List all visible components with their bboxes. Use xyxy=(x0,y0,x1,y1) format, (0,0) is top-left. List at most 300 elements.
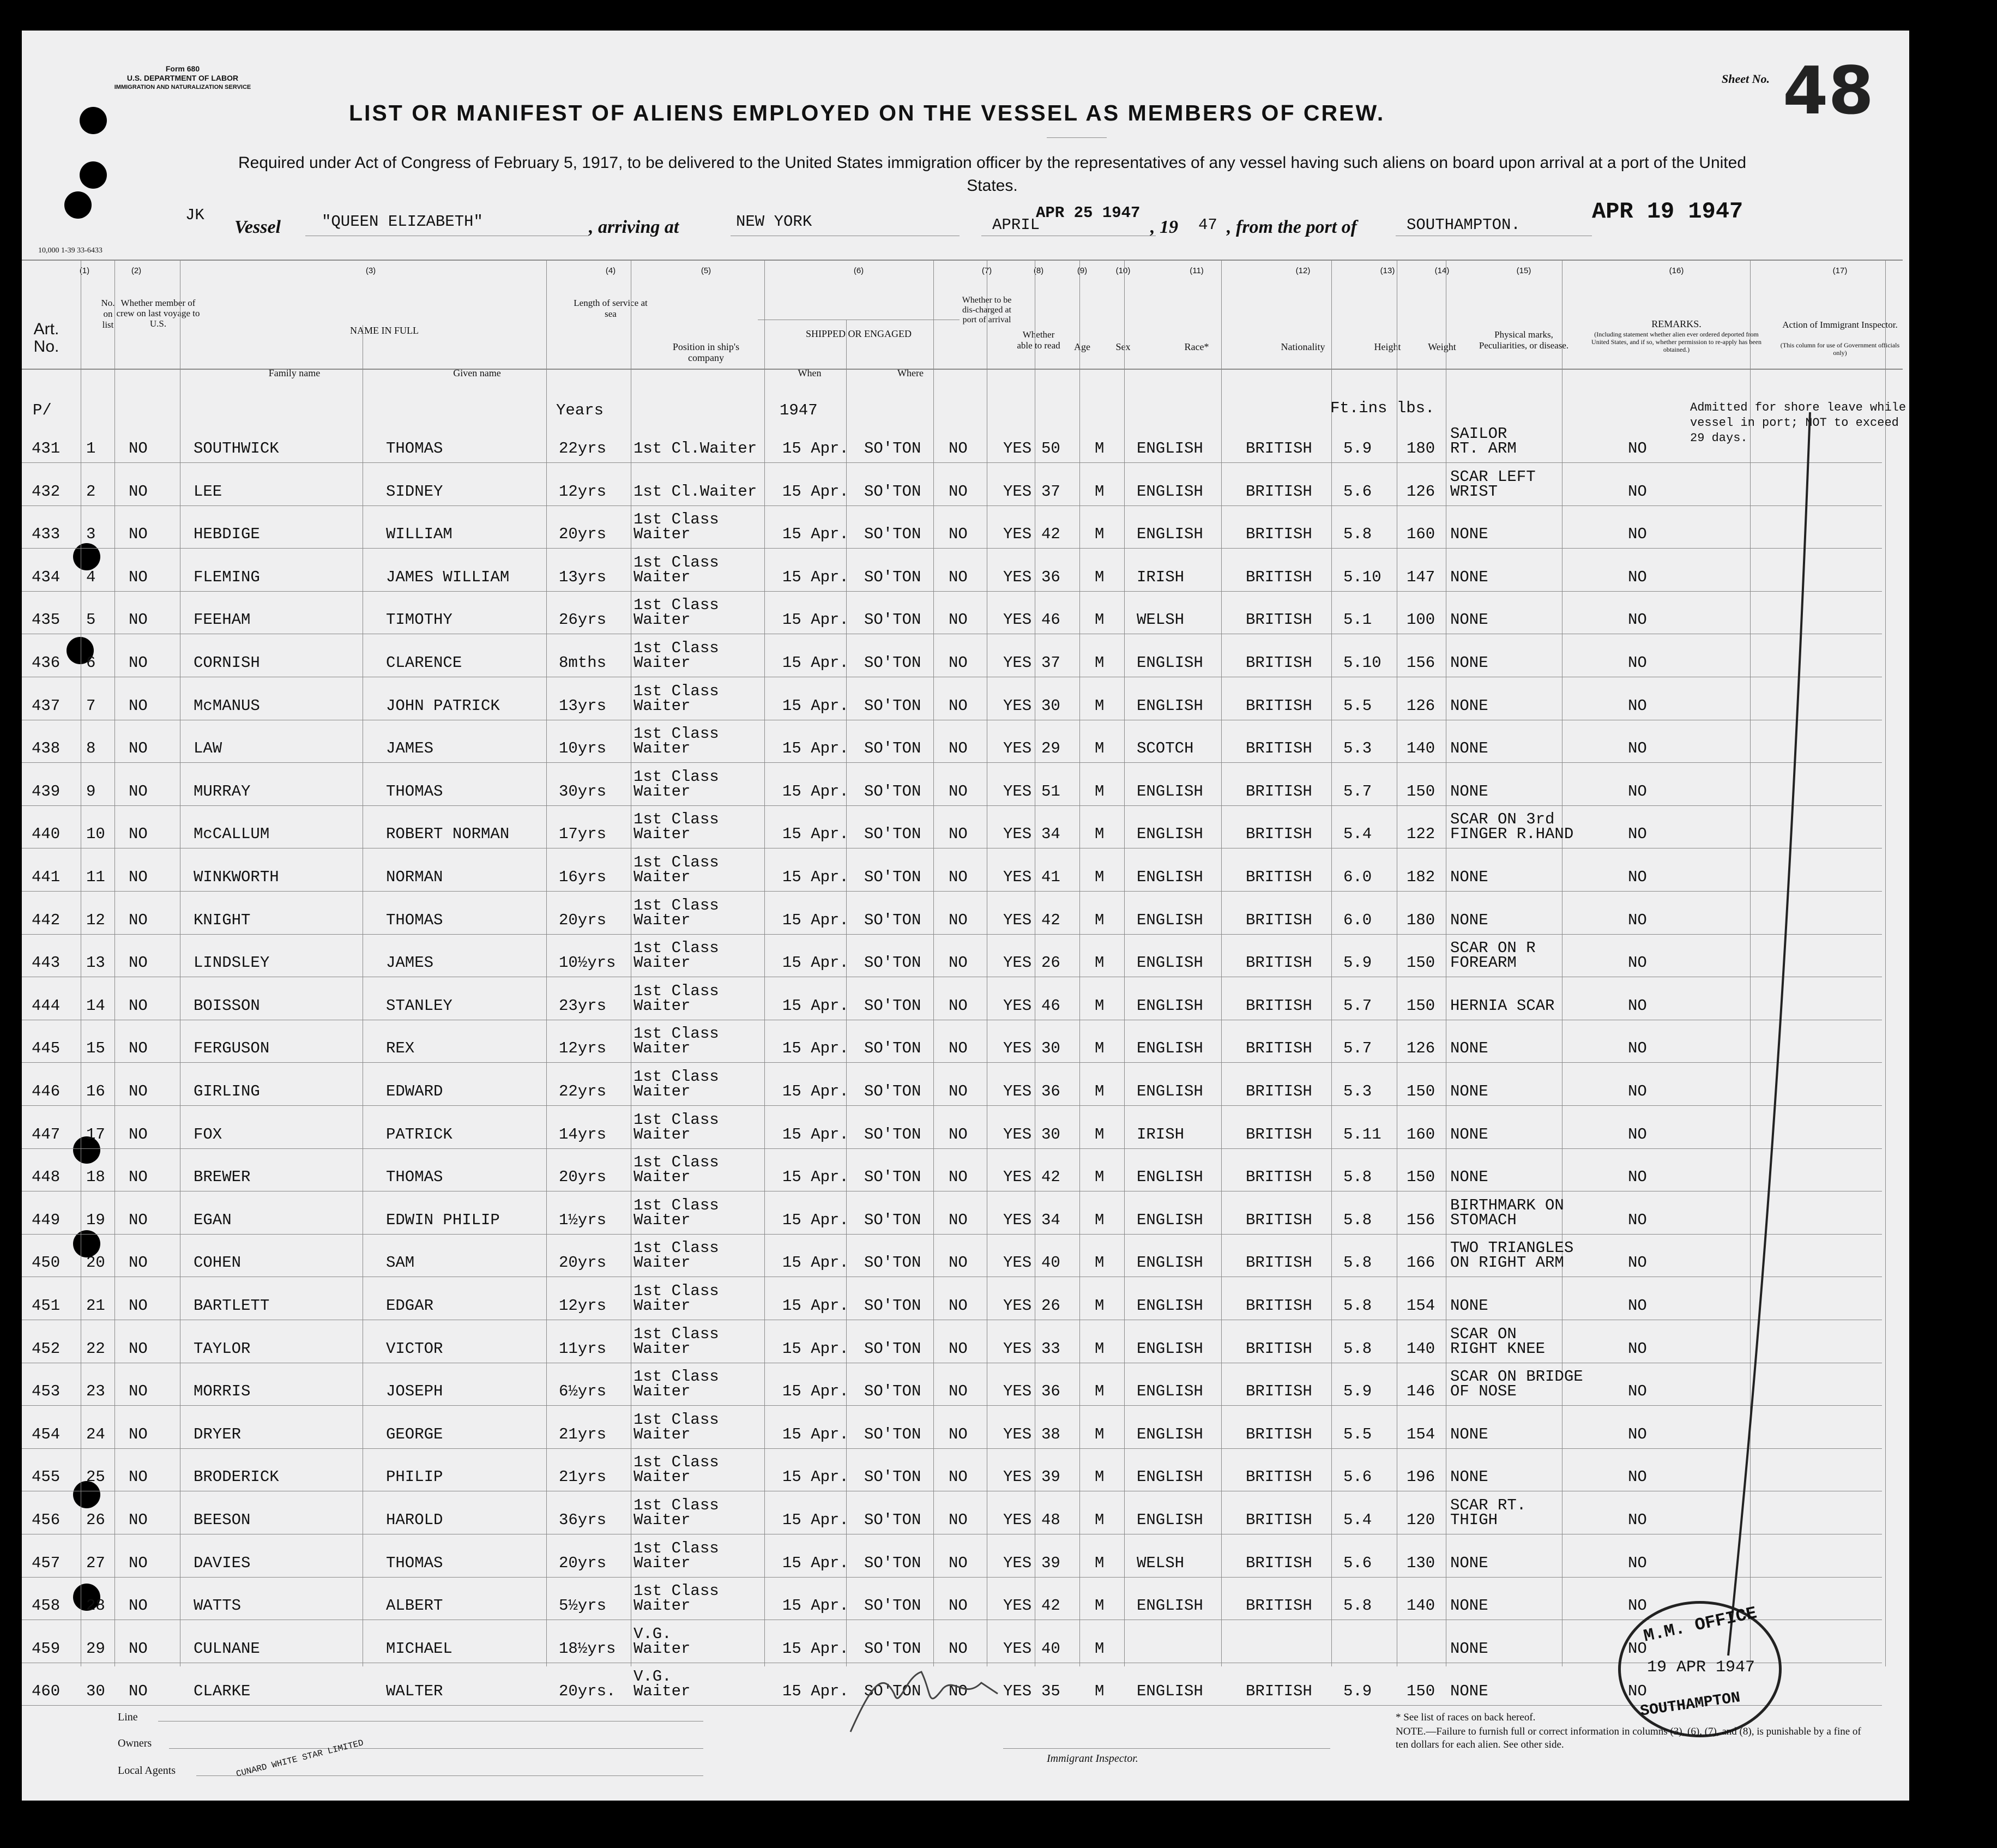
shipped-where: SO'TON xyxy=(864,568,921,586)
age: 50 xyxy=(1041,440,1060,458)
position-line2: Waiter xyxy=(634,1382,691,1401)
position: 1st Cl.Waiter xyxy=(634,440,757,458)
art-no: 431 xyxy=(32,440,61,458)
row-rule xyxy=(22,891,1882,892)
height: 5.8 xyxy=(1343,525,1372,544)
service-length: 20yrs xyxy=(559,911,607,929)
punch-hole xyxy=(80,107,107,134)
shipped-where: SO'TON xyxy=(864,482,921,501)
nationality: BRITISH xyxy=(1246,911,1312,929)
weight: 140 xyxy=(1407,739,1435,758)
race-note: * See list of races on back hereof. xyxy=(1396,1712,1536,1723)
height: 5.3 xyxy=(1343,1082,1372,1100)
position-line2: Waiter xyxy=(634,568,691,586)
col-num: (2) xyxy=(131,266,142,275)
weight: 120 xyxy=(1407,1511,1435,1529)
position: 1st Class xyxy=(634,1153,719,1172)
header-sex: Sex xyxy=(1115,341,1131,352)
service-length: 6½yrs xyxy=(559,1382,607,1401)
header-read: Whether able to read xyxy=(1017,329,1060,351)
art-no: 456 xyxy=(32,1511,61,1529)
stamp-bottom: SOUTHAMPTON xyxy=(1639,1689,1742,1720)
position: 1st Class xyxy=(634,510,719,529)
able-to-read: YES xyxy=(1003,525,1032,544)
weight: 150 xyxy=(1407,1682,1435,1701)
able-to-read: YES xyxy=(1003,482,1032,501)
nationality: BRITISH xyxy=(1246,440,1312,458)
list-no: 19 xyxy=(86,1211,105,1229)
shipped-when: 15 Apr. xyxy=(782,1082,849,1100)
shipped-when: 15 Apr. xyxy=(782,868,849,886)
shipped-when: 15 Apr. xyxy=(782,1339,849,1358)
sex: M xyxy=(1095,954,1105,972)
nationality: BRITISH xyxy=(1246,739,1312,758)
vessel-prefix: JK xyxy=(185,206,204,224)
age: 40 xyxy=(1041,1639,1060,1658)
race: WELSH xyxy=(1137,1554,1185,1572)
age: 30 xyxy=(1041,696,1060,715)
sex: M xyxy=(1095,525,1105,544)
physical-marks: NONE xyxy=(1450,911,1488,929)
remarks: NO xyxy=(1628,1639,1647,1658)
weight: 150 xyxy=(1407,954,1435,972)
race: ENGLISH xyxy=(1137,440,1203,458)
position-line2: Waiter xyxy=(634,739,691,758)
shipped-when: 15 Apr. xyxy=(782,739,849,758)
shipped-where: SO'TON xyxy=(864,1168,921,1187)
vessel-label: Vessel xyxy=(234,217,281,237)
nationality: BRITISH xyxy=(1246,825,1312,844)
race: SCOTCH xyxy=(1137,739,1194,758)
crew-member: NO xyxy=(129,1639,148,1658)
given-name: PHILIP xyxy=(386,1468,443,1486)
service-length: 12yrs xyxy=(559,1039,607,1058)
shipped-where: SO'TON xyxy=(864,825,921,844)
position-line2: Waiter xyxy=(634,1339,691,1358)
age: 42 xyxy=(1041,525,1060,544)
shipped-when: 15 Apr. xyxy=(782,525,849,544)
header-given-name: Given name xyxy=(453,368,501,378)
list-no: 16 xyxy=(86,1082,105,1100)
position: 1st Class xyxy=(634,1025,719,1043)
col-num: (7) xyxy=(981,266,992,275)
header-weight: Weight xyxy=(1428,341,1456,352)
punch-hole xyxy=(80,161,107,189)
physical-marks-line2: FOREARM xyxy=(1450,954,1517,972)
discharge: NO xyxy=(949,568,968,586)
able-to-read: YES xyxy=(1003,568,1032,586)
position: 1st Class xyxy=(634,767,719,786)
sex: M xyxy=(1095,482,1105,501)
service-length: 30yrs xyxy=(559,782,607,800)
able-to-read: YES xyxy=(1003,1339,1032,1358)
race: ENGLISH xyxy=(1137,1339,1203,1358)
age: 42 xyxy=(1041,1168,1060,1187)
sex: M xyxy=(1095,1639,1105,1658)
race: ENGLISH xyxy=(1137,1382,1203,1401)
weight: 146 xyxy=(1407,1382,1435,1401)
col-num: (13) xyxy=(1380,266,1395,275)
weight: 126 xyxy=(1407,1039,1435,1058)
art-no: 443 xyxy=(32,954,61,972)
weight: 180 xyxy=(1407,911,1435,929)
list-no: 1 xyxy=(86,440,96,458)
position-line2: Waiter xyxy=(634,825,691,844)
given-name: REX xyxy=(386,1039,415,1058)
crew-member: NO xyxy=(129,482,148,501)
race: ENGLISH xyxy=(1137,1211,1203,1229)
shipped-when: 15 Apr. xyxy=(782,954,849,972)
position-line2: Waiter xyxy=(634,782,691,800)
form-number: Form 680 xyxy=(165,64,200,73)
physical-marks: SAILOR xyxy=(1450,425,1507,443)
discharge: NO xyxy=(949,1425,968,1443)
art-no: 438 xyxy=(32,739,61,758)
nationality: BRITISH xyxy=(1246,954,1312,972)
shipped-when: 15 Apr. xyxy=(782,1254,849,1272)
family-name: CORNISH xyxy=(194,654,260,672)
service-length: 20yrs xyxy=(559,1254,607,1272)
art-no: 436 xyxy=(32,654,61,672)
given-name: GEORGE xyxy=(386,1425,443,1443)
family-name: BEESON xyxy=(194,1511,251,1529)
col-num: (6) xyxy=(853,266,864,275)
discharge: NO xyxy=(949,911,968,929)
physical-marks: SCAR RT. xyxy=(1450,1496,1527,1514)
discharge: NO xyxy=(949,1639,968,1658)
discharge: NO xyxy=(949,1339,968,1358)
sex: M xyxy=(1095,568,1105,586)
header-action: Action of Immigrant Inspector. xyxy=(1782,320,1898,330)
race: ENGLISH xyxy=(1137,825,1203,844)
header-discharge: Whether to be dis-charged at port of arrival xyxy=(962,296,1012,324)
race: ENGLISH xyxy=(1137,1297,1203,1315)
able-to-read: YES xyxy=(1003,1639,1032,1658)
age: 36 xyxy=(1041,568,1060,586)
physical-marks: NONE xyxy=(1450,1554,1488,1572)
col-num: (9) xyxy=(1077,266,1088,275)
art-no: 452 xyxy=(32,1339,61,1358)
race: ENGLISH xyxy=(1137,1468,1203,1486)
physical-marks: SCAR ON R xyxy=(1450,939,1536,958)
able-to-read: YES xyxy=(1003,1382,1032,1401)
given-name: SIDNEY xyxy=(386,482,443,501)
given-name: THOMAS xyxy=(386,911,443,929)
height: 5.9 xyxy=(1343,954,1372,972)
able-to-read: YES xyxy=(1003,954,1032,972)
form-service: IMMIGRATION AND NATURALIZATION SERVICE xyxy=(114,84,251,91)
list-no: 15 xyxy=(86,1039,105,1058)
position: 1st Class xyxy=(634,725,719,743)
race: ENGLISH xyxy=(1137,1425,1203,1443)
service-length: 12yrs xyxy=(559,1297,607,1315)
list-no: 13 xyxy=(86,954,105,972)
row-rule xyxy=(22,1448,1882,1449)
position-line2: Waiter xyxy=(634,1639,691,1658)
remarks: NO xyxy=(1628,568,1647,586)
discharge: NO xyxy=(949,954,968,972)
arrival-month: APRIL xyxy=(992,216,1040,234)
position: 1st Cl.Waiter xyxy=(634,482,757,501)
race: ENGLISH xyxy=(1137,1254,1203,1272)
nationality: BRITISH xyxy=(1246,1254,1312,1272)
discharge: NO xyxy=(949,440,968,458)
weight: 147 xyxy=(1407,568,1435,586)
header-art-no: Art. No. xyxy=(33,320,59,356)
list-no: 6 xyxy=(86,654,96,672)
nationality: BRITISH xyxy=(1246,568,1312,586)
height: 5.10 xyxy=(1343,654,1381,672)
remarks: NO xyxy=(1628,996,1647,1015)
list-no: 29 xyxy=(86,1639,105,1658)
given-name: MICHAEL xyxy=(386,1639,453,1658)
shipped-when: 15 Apr. xyxy=(782,568,849,586)
shipped-where: SO'TON xyxy=(864,440,921,458)
form-info xyxy=(104,64,262,92)
nationality: BRITISH xyxy=(1246,1039,1312,1058)
age: 37 xyxy=(1041,654,1060,672)
physical-marks: NONE xyxy=(1450,1425,1488,1443)
service-length: 23yrs xyxy=(559,996,607,1015)
remarks: NO xyxy=(1628,868,1647,886)
art-no: 450 xyxy=(32,1254,61,1272)
family-name: McCALLUM xyxy=(194,825,270,844)
position: 1st Class xyxy=(634,1410,719,1429)
shipped-when: 15 Apr. xyxy=(782,1511,849,1529)
header-no-on-list: No. on list xyxy=(101,298,115,330)
family-name: WATTS xyxy=(194,1597,242,1615)
height: 5.8 xyxy=(1343,1168,1372,1187)
header-age: Age xyxy=(1074,341,1090,352)
discharge: NO xyxy=(949,654,968,672)
race: ENGLISH xyxy=(1137,1039,1203,1058)
able-to-read: YES xyxy=(1003,611,1032,629)
discharge: NO xyxy=(949,1597,968,1615)
mm-office-stamp xyxy=(1618,1601,1782,1737)
shipped-when: 15 Apr. xyxy=(782,782,849,800)
punch-hole xyxy=(64,191,92,219)
remarks: NO xyxy=(1628,1382,1647,1401)
art-no: 459 xyxy=(32,1639,61,1658)
remarks: NO xyxy=(1628,1211,1647,1229)
given-name: HAROLD xyxy=(386,1511,443,1529)
service-length: 20yrs. xyxy=(559,1682,616,1701)
position: 1st Class xyxy=(634,1368,719,1386)
list-no: 18 xyxy=(86,1168,105,1187)
height: 5.7 xyxy=(1343,996,1372,1015)
units-year: 1947 xyxy=(780,401,818,419)
weight: 160 xyxy=(1407,525,1435,544)
col-num: (5) xyxy=(701,266,711,275)
sex: M xyxy=(1095,1554,1105,1572)
position-line2: Waiter xyxy=(634,654,691,672)
race: ENGLISH xyxy=(1137,996,1203,1015)
shipped-where: SO'TON xyxy=(864,1382,921,1401)
shipped-where: SO'TON xyxy=(864,1039,921,1058)
family-name: McMANUS xyxy=(194,696,260,715)
weight: 150 xyxy=(1407,782,1435,800)
list-no: 8 xyxy=(86,739,96,758)
age: 36 xyxy=(1041,1382,1060,1401)
discharge: NO xyxy=(949,825,968,844)
remarks: NO xyxy=(1628,825,1647,844)
physical-marks: HERNIA SCAR xyxy=(1450,996,1555,1015)
weight: 100 xyxy=(1407,611,1435,629)
able-to-read: YES xyxy=(1003,654,1032,672)
age: 46 xyxy=(1041,611,1060,629)
year-label: , 19 xyxy=(1150,217,1178,237)
footer-owners-label: Owners xyxy=(118,1737,152,1749)
shipped-where: SO'TON xyxy=(864,911,921,929)
position-line2: Waiter xyxy=(634,1511,691,1529)
arrival-year: 47 xyxy=(1198,216,1217,234)
arrival-port: NEW YORK xyxy=(736,213,812,231)
family-name: HEBDIGE xyxy=(194,525,260,544)
physical-marks: NONE xyxy=(1450,739,1488,758)
position-line2: Waiter xyxy=(634,868,691,886)
remarks: NO xyxy=(1628,1425,1647,1443)
shipped-when: 15 Apr. xyxy=(782,1382,849,1401)
service-length: 18½yrs xyxy=(559,1639,616,1658)
physical-marks: SCAR ON xyxy=(1450,1325,1517,1343)
family-name: LAW xyxy=(194,739,222,758)
col-num: (17) xyxy=(1832,266,1848,275)
discharge: NO xyxy=(949,696,968,715)
position-line2: Waiter xyxy=(634,611,691,629)
able-to-read: YES xyxy=(1003,1468,1032,1486)
position: 1st Class xyxy=(634,1539,719,1557)
height: 5.7 xyxy=(1343,1039,1372,1058)
crew-member: NO xyxy=(129,1339,148,1358)
discharge: NO xyxy=(949,1511,968,1529)
weight: 122 xyxy=(1407,825,1435,844)
shipped-when: 15 Apr. xyxy=(782,1297,849,1315)
stamp-top: M.M. OFFICE xyxy=(1642,1603,1759,1647)
header-position: Position in ship's company xyxy=(672,341,740,363)
art-no: 437 xyxy=(32,696,61,715)
vessel-name: "QUEEN ELIZABETH" xyxy=(322,213,483,231)
service-length: 36yrs xyxy=(559,1511,607,1529)
able-to-read: YES xyxy=(1003,1554,1032,1572)
age: 35 xyxy=(1041,1682,1060,1701)
weight: 180 xyxy=(1407,440,1435,458)
print-code: 10,000 1-39 33-6433 xyxy=(38,246,102,255)
position: 1st Class xyxy=(634,1068,719,1086)
shipped-when: 15 Apr. xyxy=(782,482,849,501)
age: 26 xyxy=(1041,1297,1060,1315)
able-to-read: YES xyxy=(1003,1211,1032,1229)
crew-member: NO xyxy=(129,525,148,544)
units-years: Years xyxy=(556,401,604,419)
service-length: 20yrs xyxy=(559,1168,607,1187)
family-name: BRODERICK xyxy=(194,1468,279,1486)
age: 33 xyxy=(1041,1339,1060,1358)
footer-note: NOTE.—Failure to furnish full or correct information in columns (3), (6), (7), and (8), is punishable by a fine of ten dollars for each alien. See other side. xyxy=(1396,1726,1861,1750)
crew-member: NO xyxy=(129,1297,148,1315)
weight: 126 xyxy=(1407,482,1435,501)
position-line2: Waiter xyxy=(634,1211,691,1229)
remarks: NO xyxy=(1628,1511,1647,1529)
service-length: 20yrs xyxy=(559,525,607,544)
remarks: NO xyxy=(1628,1682,1647,1701)
discharge: NO xyxy=(949,1254,968,1272)
remarks: NO xyxy=(1628,1468,1647,1486)
physical-marks: SCAR ON BRIDGE xyxy=(1450,1368,1583,1386)
age: 42 xyxy=(1041,911,1060,929)
given-name: EDWIN PHILIP xyxy=(386,1211,500,1229)
discharge: NO xyxy=(949,1168,968,1187)
remarks: NO xyxy=(1628,482,1647,501)
art-no: 444 xyxy=(32,996,61,1015)
shipped-where: SO'TON xyxy=(864,782,921,800)
remarks: NO xyxy=(1628,739,1647,758)
discharge: NO xyxy=(949,1682,968,1701)
service-length: 21yrs xyxy=(559,1468,607,1486)
position: 1st Class xyxy=(634,1325,719,1343)
age: 40 xyxy=(1041,1254,1060,1272)
date-stamp: APR 25 1947 xyxy=(1036,204,1141,222)
art-no: 447 xyxy=(32,1125,61,1143)
sex: M xyxy=(1095,1339,1105,1358)
physical-marks: NONE xyxy=(1450,696,1488,715)
discharge: NO xyxy=(949,996,968,1015)
position-line2: Waiter xyxy=(634,1297,691,1315)
remarks: NO xyxy=(1628,525,1647,544)
shipped-where: SO'TON xyxy=(864,654,921,672)
service-length: 20yrs xyxy=(559,1554,607,1572)
sex: M xyxy=(1095,1682,1105,1701)
age: 51 xyxy=(1041,782,1060,800)
race: ENGLISH xyxy=(1137,1682,1203,1701)
nationality: BRITISH xyxy=(1246,868,1312,886)
given-name: THOMAS xyxy=(386,1168,443,1187)
race: ENGLISH xyxy=(1137,911,1203,929)
col-num: (8) xyxy=(1033,266,1044,275)
stamp-date: 19 APR 1947 xyxy=(1647,1658,1755,1677)
sex: M xyxy=(1095,440,1105,458)
family-name: CLARKE xyxy=(194,1682,251,1701)
position: 1st Class xyxy=(634,1239,719,1257)
remarks: NO xyxy=(1628,1554,1647,1572)
art-no: 449 xyxy=(32,1211,61,1229)
family-name: DRYER xyxy=(194,1425,242,1443)
sex: M xyxy=(1095,996,1105,1015)
height: 5.9 xyxy=(1343,1682,1372,1701)
shipped-when: 15 Apr. xyxy=(782,1597,849,1615)
page-subtitle: Required under Act of Congress of February 5, 1917, to be delivered to the United States immigration officer by the representatives of any vessel having such aliens on board upon arrival at a port of the United States. xyxy=(238,154,1747,195)
weight: 130 xyxy=(1407,1554,1435,1572)
given-name: WALTER xyxy=(386,1682,443,1701)
age: 36 xyxy=(1041,1082,1060,1100)
header-shipped: SHIPPED OR ENGAGED xyxy=(805,328,912,339)
discharge: NO xyxy=(949,1082,968,1100)
shipped-when: 15 Apr. xyxy=(782,1682,849,1701)
nationality: BRITISH xyxy=(1246,1597,1312,1615)
given-name: JAMES WILLIAM xyxy=(386,568,510,586)
service-length: 5½yrs xyxy=(559,1597,607,1615)
age: 41 xyxy=(1041,868,1060,886)
crew-member: NO xyxy=(129,1597,148,1615)
row-rule xyxy=(22,462,1882,463)
able-to-read: YES xyxy=(1003,868,1032,886)
weight: 150 xyxy=(1407,1082,1435,1100)
discharge: NO xyxy=(949,1039,968,1058)
discharge: NO xyxy=(949,1554,968,1572)
discharge: NO xyxy=(949,1297,968,1315)
list-no: 24 xyxy=(86,1425,105,1443)
list-no: 30 xyxy=(86,1682,105,1701)
header-physical-marks: Physical marks, Peculiarities, or disease. xyxy=(1479,329,1569,351)
